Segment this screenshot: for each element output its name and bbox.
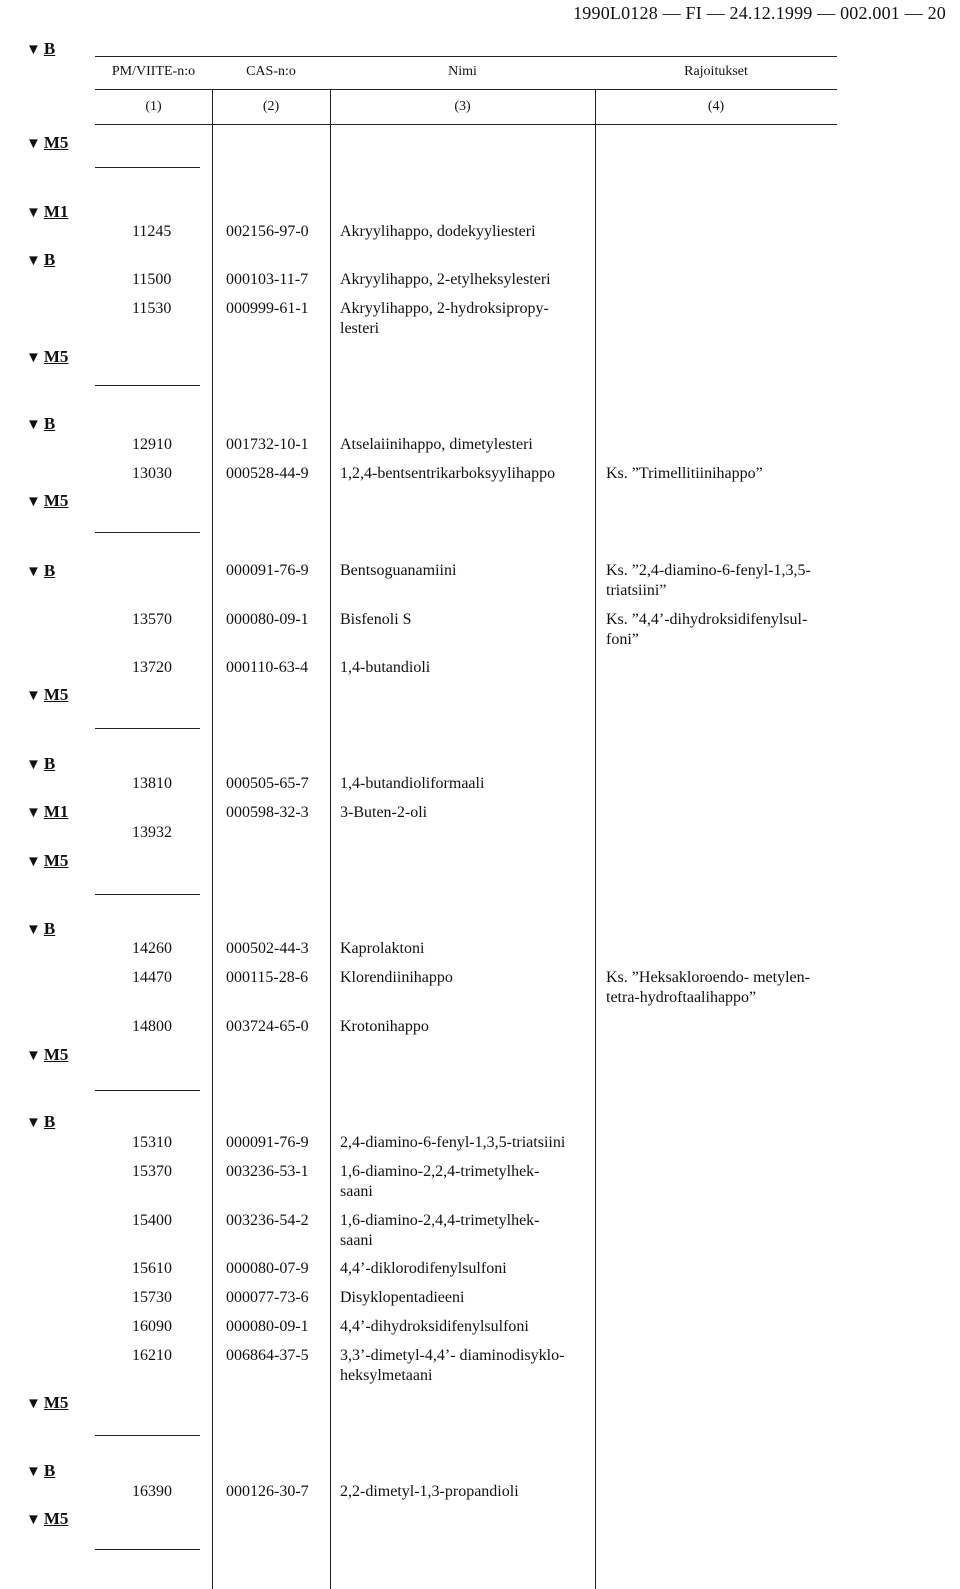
substance-name: 1,4-butandioli [340,659,431,676]
cas-number: 006864-37-5 [226,1347,309,1364]
col-number-4: (4) [707,99,725,114]
ref-number: 16090 [132,1318,172,1335]
substance-name: 1,4-butandioliformaali [340,775,485,792]
substance-name: Akryylihappo, 2-hydroksipropy- [340,300,549,317]
cas-number: 000528-44-9 [226,465,309,482]
triangle-down-icon: ▼ [26,417,41,433]
ref-number: 13720 [132,659,172,676]
header-rule-bottom [95,124,837,125]
amendment-marker: ▼ B [26,414,56,433]
cas-number: 000505-65-7 [226,775,309,792]
cas-number: 000091-76-9 [226,562,309,579]
deletion-rule [95,167,200,168]
ref-number: 16390 [132,1483,172,1500]
ref-number: 14470 [132,969,172,986]
amendment-marker: ▼ B [26,919,56,938]
deletion-rule [95,532,200,533]
triangle-down-icon: ▼ [26,1396,41,1412]
col-number-2: (2) [262,99,280,114]
cas-number: 000598-32-3 [226,804,309,821]
amendment-marker: ▼ B [26,1112,56,1131]
cas-number: 003236-53-1 [226,1163,309,1180]
restriction-text: Ks. ”Trimellitiinihappo” [606,465,763,482]
triangle-down-icon: ▼ [26,805,41,821]
ref-number: 13932 [132,824,172,841]
triangle-down-icon: ▼ [26,42,41,58]
deletion-rule [95,894,200,895]
deletion-rule [95,385,200,386]
amendment-marker: ▼ B [26,561,56,580]
col-heading-restrictions: Rajoitukset [684,64,748,79]
substance-name-cont: saani [340,1232,373,1249]
ref-number: 11500 [132,271,172,288]
triangle-down-icon: ▼ [26,350,41,366]
col-sep-1 [212,89,213,1589]
cas-number: 003724-65-0 [226,1018,309,1035]
col-number-1: (1) [145,99,162,114]
amendment-marker: ▼ M5 [26,133,69,152]
ref-number: 12910 [132,436,172,453]
amendment-marker: ▼ M5 [26,851,69,870]
substance-name: Disyklopentadieeni [340,1289,465,1306]
col-heading-ref: PM/VIITE-n:o [111,64,196,79]
deletion-rule [95,1090,200,1091]
ref-number: 16210 [132,1347,172,1364]
substance-name: Akryylihappo, dodekyyliesteri [340,223,536,240]
amendment-marker: ▼ M5 [26,1509,69,1528]
cas-number: 000115-28-6 [226,969,309,986]
cas-number: 003236-54-2 [226,1212,309,1229]
ref-number: 13030 [132,465,172,482]
triangle-down-icon: ▼ [26,494,41,510]
ref-number: 14260 [132,940,172,957]
triangle-down-icon: ▼ [26,1512,41,1528]
document-header: 1990L0128 — FI — 24.12.1999 — 002.001 — 20 [573,3,946,23]
triangle-down-icon: ▼ [26,1464,41,1480]
substance-name: Klorendiinihappo [340,969,453,986]
amendment-marker: ▼ M1 [26,802,69,821]
substance-name: 1,6-diamino-2,2,4-trimetylhek- [340,1163,540,1180]
triangle-down-icon: ▼ [26,854,41,870]
triangle-down-icon: ▼ [26,1115,41,1131]
cas-number: 000080-09-1 [226,1318,309,1335]
restriction-text-cont: triatsiini” [606,582,667,599]
substance-name: Kaprolaktoni [340,940,425,957]
col-heading-name: Nimi [448,64,477,79]
substance-name: Bentsoguanamiini [340,562,457,579]
substance-name: 3-Buten-2-oli [340,804,428,821]
amendment-marker: ▼ M5 [26,1393,69,1412]
col-heading-cas: CAS-n:o [246,64,296,79]
amendment-marker: ▼ M5 [26,491,69,510]
ref-number: 15370 [132,1163,172,1180]
substance-name-cont: saani [340,1183,373,1200]
restriction-text: Ks. ”2,4-diamino-6-fenyl-1,3,5- [606,562,811,579]
deletion-rule [95,1549,200,1550]
header-rule-top [95,56,837,57]
cas-number: 000080-07-9 [226,1260,309,1277]
substance-name: 2,4-diamino-6-fenyl-1,3,5-triatsiini [340,1134,566,1151]
cas-number: 000126-30-7 [226,1483,309,1500]
col-sep-3 [595,89,596,1589]
cas-number: 000103-11-7 [226,271,309,288]
triangle-down-icon: ▼ [26,1048,41,1064]
triangle-down-icon: ▼ [26,564,41,580]
deletion-rule [95,728,200,729]
amendment-marker: ▼ M5 [26,1045,69,1064]
ref-number: 15730 [132,1289,172,1306]
cas-number: 000091-76-9 [226,1134,309,1151]
restriction-text-cont: tetra-hydroftaalihappo” [606,989,757,1006]
triangle-down-icon: ▼ [26,136,41,152]
substance-name-cont: lesteri [340,320,380,337]
ref-number: 15310 [132,1134,172,1151]
ref-number: 11245 [132,223,172,240]
col-number-3: (3) [454,99,471,114]
substance-name: 1,6-diamino-2,4,4-trimetylhek- [340,1212,540,1229]
ref-number: 15400 [132,1212,172,1229]
substance-name: Akryylihappo, 2-etylheksylesteri [340,271,551,288]
triangle-down-icon: ▼ [26,922,41,938]
amendment-marker: ▼ M5 [26,347,69,366]
restriction-text: Ks. ”4,4’-dihydroksidifenylsul- [606,611,808,628]
cas-number: 001732-10-1 [226,436,309,453]
cas-number: 002156-97-0 [226,223,309,240]
amendment-marker: ▼ B [26,754,56,773]
substance-name: 2,2-dimetyl-1,3-propandioli [340,1483,519,1500]
ref-number: 13810 [132,775,172,792]
amendment-marker: ▼ B [26,1461,56,1480]
ref-number: 11530 [132,300,172,317]
triangle-down-icon: ▼ [26,757,41,773]
substance-name: 3,3’-dimetyl-4,4’- diaminodisyklo- [340,1347,565,1364]
cas-number: 000110-63-4 [226,659,309,676]
amendment-marker: ▼ M5 [26,685,69,704]
ref-number: 13570 [132,611,172,628]
cas-number: 000077-73-6 [226,1289,309,1306]
substance-name-cont: heksylmetaani [340,1367,433,1384]
restriction-text-cont: foni” [606,631,639,648]
substance-name: 1,2,4-bentsentrikarboksyylihappo [340,465,556,482]
triangle-down-icon: ▼ [26,688,41,704]
substance-name: 4,4’-dihydroksidifenylsulfoni [340,1318,529,1335]
cas-number: 000080-09-1 [226,611,309,628]
cas-number: 000502-44-3 [226,940,309,957]
col-sep-2 [330,89,331,1589]
substance-name: Krotonihappo [340,1018,429,1035]
amendment-marker: ▼ B [26,39,56,58]
amendment-marker: ▼ M1 [26,202,69,221]
triangle-down-icon: ▼ [26,253,41,269]
ref-number: 14800 [132,1018,172,1035]
deletion-rule [95,1435,200,1436]
substance-name: 4,4’-diklorodifenylsulfoni [340,1260,507,1277]
substance-name: Bisfenoli S [340,611,412,628]
cas-number: 000999-61-1 [226,300,309,317]
restriction-text: Ks. ”Heksakloroendo- metylen- [606,969,810,986]
ref-number: 15610 [132,1260,172,1277]
amendment-marker: ▼ B [26,250,56,269]
substance-name: Atselaiinihappo, dimetylesteri [340,436,533,453]
triangle-down-icon: ▼ [26,205,41,221]
header-rule-mid [95,89,837,90]
